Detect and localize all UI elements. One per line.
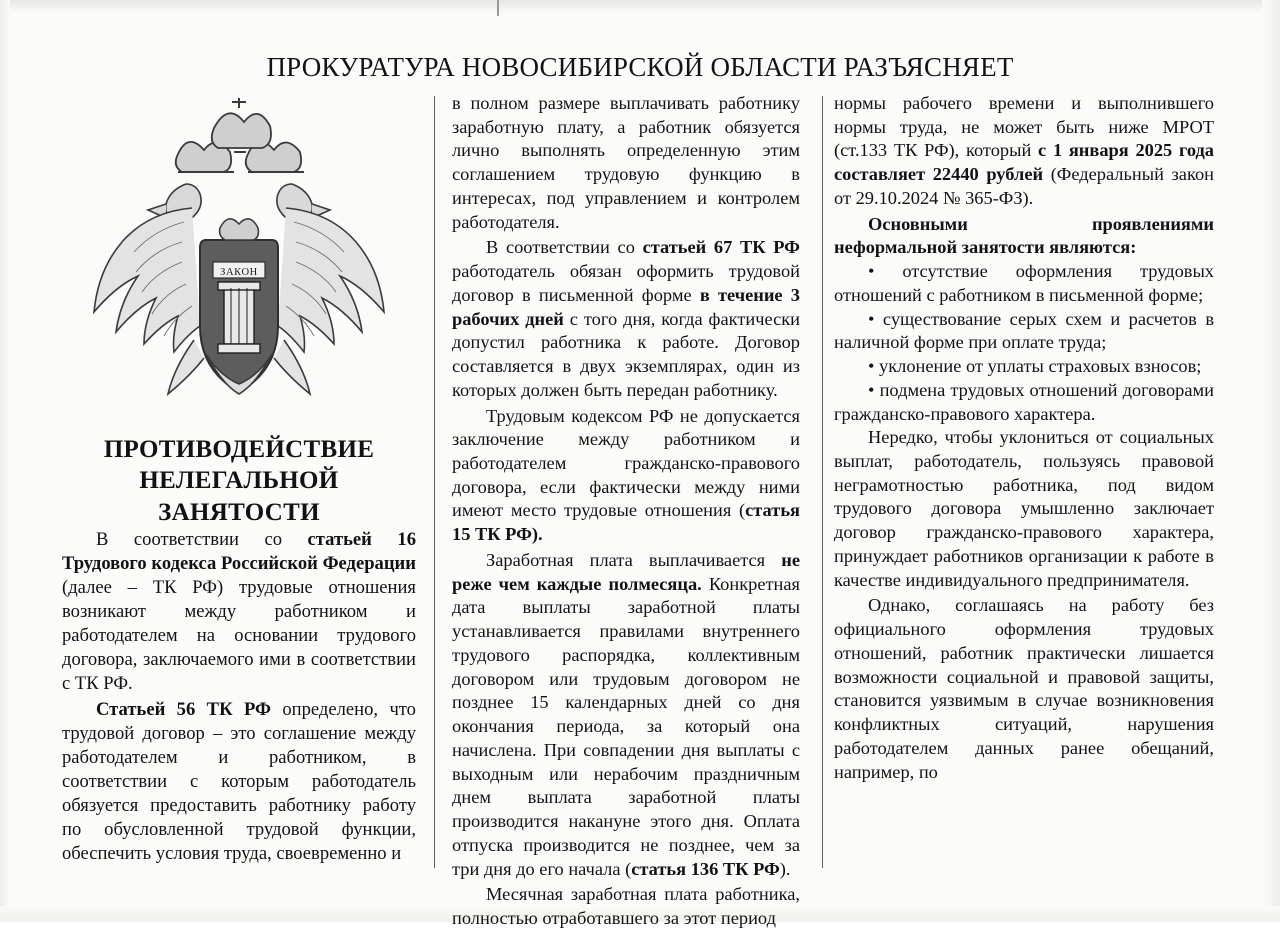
paragraph-heading: Основными проявлениями неформальной занятости являются: xyxy=(834,213,1214,258)
paragraph: Заработная плата выплачивается не реже чем каждые полмесяца. Конкретная дата выплаты заработной платы устанавливается правилами внутреннего трудового распорядка, коллективным договором или трудовым договором не позднее 15 календарных дней со дня окончания периода, за который она начислена. При совпадении дня выплаты с выходным или нерабочим праздничным днем выплата заработной платы производится накануне этого дня. Оплата отпуска производится не позднее, чем за три дня до его начала (статья 136 ТК РФ). xyxy=(452,549,800,879)
article-columns xyxy=(62,92,1242,928)
emblem-shield-text: ЗАКОН xyxy=(220,267,258,278)
paragraph: В соответствии со статьей 67 ТК РФ работодатель обязан оформить трудовой договор в письменной форме в течение 3 рабочих дней с того дня, когда фактически допустил работника к работе. Договор составляется в двух экземплярах, один из которых должен быть передан работнику. xyxy=(452,237,801,400)
page-edge-right xyxy=(1262,0,1280,922)
document-title-line-2: НЕЛЕГАЛЬНОЙ xyxy=(139,467,339,495)
column-left xyxy=(62,92,434,866)
document-title-line-3: ЗАНЯТОСТИ xyxy=(158,498,320,526)
paragraph: В соответствии со статьей 16 Трудового кодекса Российской Федерации (далее – ТК РФ) трудовые отношения возникают между работником и работодателем на основании трудового договора, заключаемого ими в соответствии с ТК РФ. xyxy=(62,528,416,694)
page-edge-top xyxy=(0,0,1280,14)
paragraph: нормы рабочего времени и выполнившего нормы труда, не может быть ниже МРОТ (ст.133 ТК РФ), который с 1 января 2025 года составляет 22440 рублей (Федеральный закон от 29.10.2024 № 365-ФЗ). xyxy=(834,93,1215,208)
page-edge-left xyxy=(0,0,10,922)
paragraph: Статьей 56 ТК РФ определено, что трудовой договор – это соглашение между работодателем и работником, в соответствии с которым работодатель обязуется предоставить работнику работу по обусловленной трудовой функции, обеспечить условия труда, своевременно и xyxy=(62,698,416,864)
coat-of-arms-emblem xyxy=(74,92,404,422)
column-right xyxy=(816,92,1214,784)
bullet-item: • уклонение от уплаты страховых взносов; xyxy=(868,356,1202,377)
page-headline: ПРОКУРАТУРА НОВОСИБИРСКОЙ ОБЛАСТИ РАЗЪЯСНЯЕТ xyxy=(266,52,1014,82)
column-middle xyxy=(434,92,816,931)
paragraph: Нередко, чтобы уклониться от социальных выплат, работодатель, пользуясь правовой неграмотностью работника, под видом трудового договора умышленно заключает договор гражданско-правового характера, принуждает работников организации к работе в качестве индивидуального предпринимателя. xyxy=(834,427,1214,590)
document-title-line-1: ПРОТИВОДЕЙСТВИЕ xyxy=(103,436,375,463)
paragraph: в полном размере выплачивать работнику заработную плату, а работник обязуется лично выполнять определенную этим соглашением трудовую функцию в интересах, под управлением и контролем работодателя. xyxy=(452,93,800,232)
document-title xyxy=(62,434,416,528)
bullet-item: • отсутствие оформления трудовых отношений с работником в письменной форме; xyxy=(834,261,1214,305)
bullet-item: • существование серых схем и расчетов в наличной форме при оплате труда; xyxy=(834,308,1214,353)
bullet-item: • подмена трудовых отношений договорами гражданско-правового характера. xyxy=(834,379,1214,424)
scan-tick-mark xyxy=(497,0,499,16)
paragraph: Однако, соглашаясь на работу без официального оформления трудовых отношений, работник практически лишается возможности социальной и правовой защиты, становится уязвимым в случае возникновения конфликтных ситуаций, нарушения работодателем данных ранее обещаний, например, по xyxy=(834,595,1214,782)
paragraph: Трудовым кодексом РФ не допускается заключение между работником и работодателем гражданско-правового договора, если фактически между ними имеют место трудовые отношения (статья 15 ТК РФ). xyxy=(452,405,800,545)
paragraph: Месячная заработная плата работника, полностью отработавшего за этот период xyxy=(452,884,800,928)
